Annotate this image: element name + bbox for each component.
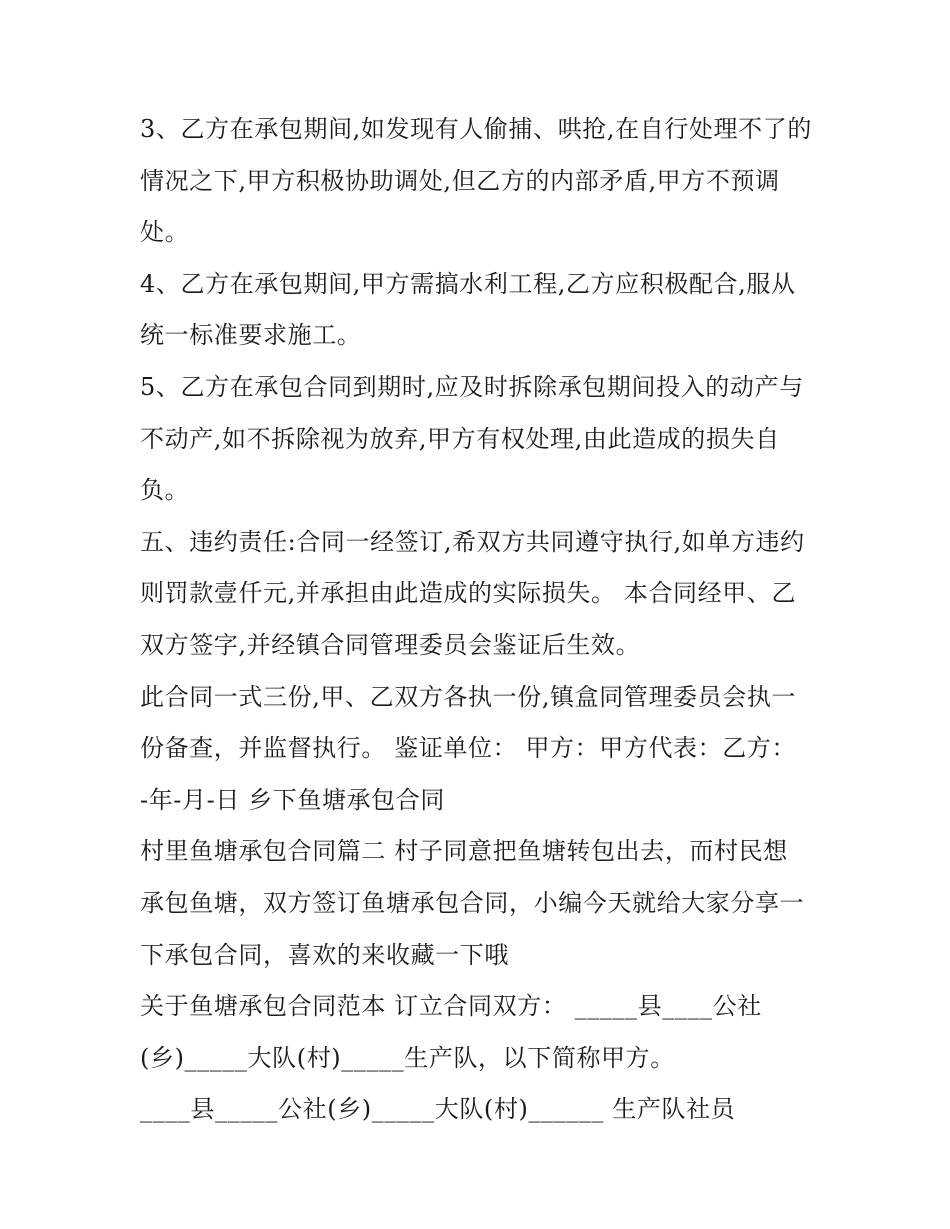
text-line: 双方签字,并经镇合同管理委员会鉴证后生效。 — [140, 630, 641, 659]
text-line: 负。 — [140, 476, 190, 505]
text-line: 处。 — [140, 218, 190, 247]
text-line: 则罚款壹仟元,并承担由此造成的实际损失。 本合同经甲、乙 — [140, 579, 797, 608]
text-line: 关于鱼塘承包合同范本 订立合同双方： _____县____公社 — [140, 992, 762, 1021]
text-line: 不动产,如不拆除视为放弃,甲方有权处理,由此造成的损失自 — [140, 424, 780, 453]
text-line: 五、违约责任:合同一经签订,希双方共同遵守执行,如单方违约 — [140, 527, 805, 556]
text-line: 下承包合同，喜欢的来收藏一下哦 — [140, 940, 509, 969]
text-line: 此合同一式三份,甲、乙双方各执一份,镇盒同管理委员会执一 — [140, 682, 797, 711]
text-line: 情况之下,甲方积极协助调处,但乙方的内部矛盾,甲方不预调 — [140, 166, 780, 195]
text-line: 份备查，并监督执行。 鉴证单位： 甲方：甲方代表：乙方： — [140, 734, 797, 763]
text-line: 承包鱼塘，双方签订鱼塘承包合同，小编今天就给大家分享一 — [140, 888, 805, 917]
text-line: (乡)_____大队(村)_____生产队，以下简称甲方。 — [140, 1043, 675, 1072]
text-line: -年-月-日 乡下鱼塘承包合同 — [140, 785, 445, 814]
document-body — [140, 104, 820, 1136]
text-line: 村里鱼塘承包合同篇二 村子同意把鱼塘转包出去，而村民想 — [140, 837, 788, 866]
text-line: 4、乙方在承包期间,甲方需搞水利工程,乙方应积极配合,服从 — [140, 269, 796, 298]
text-line: 统一标准要求施工。 — [140, 321, 362, 350]
text-line: 5、乙方在承包合同到期时,应及时拆除承包期间投入的动产与 — [140, 372, 804, 401]
text-line: ____县_____公社(乡)_____大队(村)______ 生产队社员 — [140, 1095, 736, 1124]
text-line: 3、乙方在承包期间,如发现有人偷捕、哄抢,在自行处理不了的 — [140, 115, 812, 143]
